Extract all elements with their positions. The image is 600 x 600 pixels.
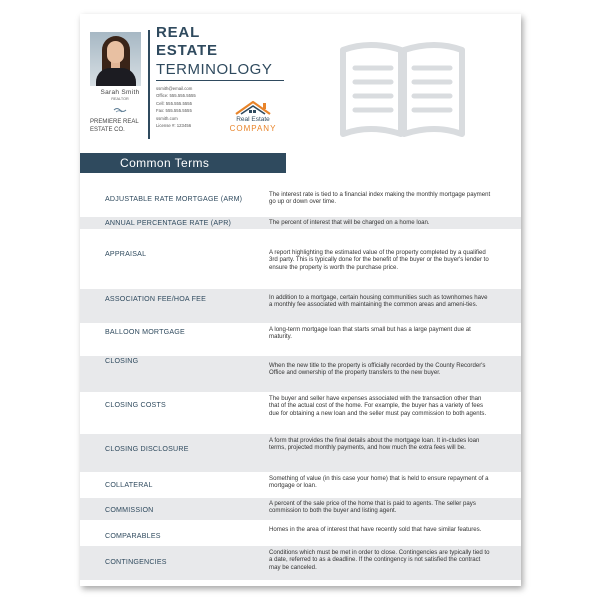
agent-company-line2: ESTATE CO. xyxy=(90,127,125,133)
table-row xyxy=(80,289,521,323)
term-definition: The buyer and seller have expenses associated with the transaction other than that of the actual cost of the home. For example, the buyer has a variety of fees due for obtaining a new loan and the seller must pay commission to both agents. xyxy=(269,395,487,417)
term-definition: Something of value (in this case your home) that is held to ensure repayment of a mortgage or loan. xyxy=(269,475,489,490)
header-divider xyxy=(148,30,150,139)
logo-text-line1: Real Estate xyxy=(236,116,270,123)
term-definition: A form that provides the final details about the mortgage loan. It in-cludes loan terms, projected monthly payments, and how much the extra fees will be. xyxy=(269,437,480,452)
contact-fax: Fax: 555.555.5555 xyxy=(156,108,192,114)
term-label: ADJUSTABLE RATE MORTGAGE (ARM) xyxy=(105,195,243,203)
table-row xyxy=(80,472,521,498)
term-label: CLOSING COSTS xyxy=(105,401,166,409)
table-row xyxy=(80,498,521,520)
table-row xyxy=(80,229,521,273)
table-row xyxy=(80,323,521,356)
agent-role: REALTOR xyxy=(111,97,129,101)
agent-photo xyxy=(90,32,141,86)
table-row xyxy=(80,187,521,217)
table-row xyxy=(80,434,521,472)
agent-company-line1: PREMIERE REAL xyxy=(90,119,139,125)
term-label: CLOSING DISCLOSURE xyxy=(105,445,189,453)
contact-office: Office: 555.555.5555 xyxy=(156,93,196,99)
title-line-1: REAL xyxy=(156,24,201,41)
term-definition: Conditions which must be met in order to close. Contingencies are typically tied to a date, referred to as a deadline. If the contingency is not satisfied the contract may be canceled. xyxy=(269,549,490,571)
term-definition: When the new title to the property is officially recorded by the County Recorder's Office and ownership of the property transfers to the new buyer. xyxy=(269,362,486,377)
term-label: ASSOCIATION FEE/HOA FEE xyxy=(105,295,207,303)
contact-block xyxy=(156,85,196,129)
term-label: CONTINGENCIES xyxy=(105,558,167,566)
term-definition: In addition to a mortgage, certain housing communities such as townhomes have a monthly fee associated with maintaining the common areas and ameni-ties. xyxy=(269,294,488,309)
term-definition: A long-term mortgage loan that starts small but has a large payment due at maturity. xyxy=(269,326,471,341)
term-definition: Homes in the area of interest that have recently sold that have similar features. xyxy=(269,526,482,533)
table-row xyxy=(80,546,521,580)
wave-icon xyxy=(113,107,127,113)
open-book-icon xyxy=(335,36,470,146)
title-line-3: TERMINOLOGY xyxy=(156,61,273,78)
term-definition: A percent of the sale price of the home that is paid to agents. The seller pays commission to both the buyer and listing agent. xyxy=(269,500,476,515)
term-label: CLOSING xyxy=(105,357,139,365)
agent-company xyxy=(90,118,139,134)
term-label: ANNUAL PERCENTAGE RATE (APR) xyxy=(105,219,232,227)
term-definition: The interest rate is tied to a financial index making the monthly mortgage payment go up or down over time. xyxy=(269,191,491,206)
agent-name: Sarah Smith xyxy=(100,89,140,96)
table-row xyxy=(80,217,521,229)
term-label: COMMISSION xyxy=(105,506,154,514)
title-line-2: ESTATE xyxy=(156,42,218,59)
contact-email: ssmith@email.com xyxy=(156,86,193,91)
document-page xyxy=(80,14,521,586)
term-label: APPRAISAL xyxy=(105,250,147,258)
term-label: COLLATERAL xyxy=(105,481,153,489)
contact-cell: Cell: 555.555.5555 xyxy=(156,100,193,106)
table-row xyxy=(80,392,521,434)
logo-text-line2: COMPANY xyxy=(229,124,277,133)
table-row xyxy=(80,520,521,546)
contact-license: License #: 123456 xyxy=(156,123,192,129)
section-title: Common Terms xyxy=(80,153,286,173)
term-definition: A report highlighting the estimated value of the property completed by a qualified 3rd party. This is typically done for the benefit of the buyer or the buyer's lender to ensure the property is worth the purchase price. xyxy=(269,249,489,271)
term-label: COMPARABLES xyxy=(105,532,161,540)
term-definition: The percent of interest that will be charged on a home loan. xyxy=(269,219,430,226)
term-label: BALLOON MORTGAGE xyxy=(105,328,185,336)
table-row xyxy=(80,356,521,392)
title-underline xyxy=(156,80,284,81)
contact-website: ssmith.com xyxy=(156,115,178,121)
